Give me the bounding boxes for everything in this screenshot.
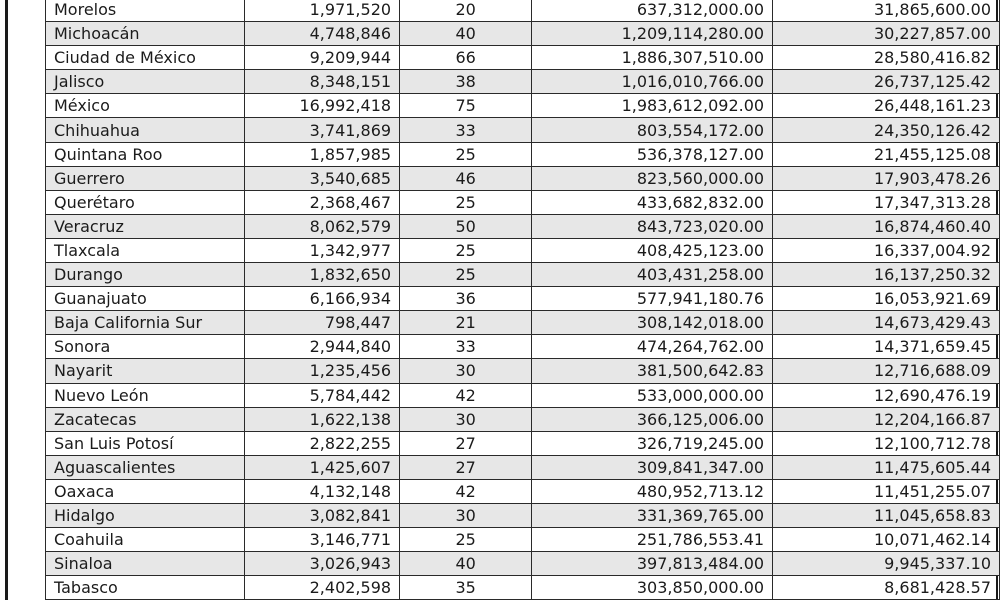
cell-seats: 35 bbox=[400, 576, 532, 600]
cell-population: 1,622,138 bbox=[245, 407, 400, 431]
cell-budget: 381,500,642.83 bbox=[532, 359, 773, 383]
cell-seats: 20 bbox=[400, 0, 532, 22]
cell-population: 4,132,148 bbox=[245, 479, 400, 503]
table-row bbox=[46, 287, 1000, 311]
cell-budget: 1,983,612,092.00 bbox=[532, 94, 773, 118]
cell-population: 9,209,944 bbox=[245, 46, 400, 70]
cell-seats: 50 bbox=[400, 214, 532, 238]
cell-per-seat: 21,455,125.08 bbox=[773, 142, 1000, 166]
cell-per-seat: 17,347,313.28 bbox=[773, 190, 1000, 214]
cell-seats: 25 bbox=[400, 190, 532, 214]
table-row bbox=[46, 0, 1000, 22]
table-row bbox=[46, 238, 1000, 262]
cell-budget: 637,312,000.00 bbox=[532, 0, 773, 22]
cell-seats: 25 bbox=[400, 263, 532, 287]
table-row bbox=[46, 431, 1000, 455]
cell-budget: 1,886,307,510.00 bbox=[532, 46, 773, 70]
cell-state: Nayarit bbox=[46, 359, 245, 383]
table-row bbox=[46, 214, 1000, 238]
cell-budget: 577,941,180.76 bbox=[532, 287, 773, 311]
cell-per-seat: 26,448,161.23 bbox=[773, 94, 1000, 118]
table-row bbox=[46, 335, 1000, 359]
cell-population: 2,822,255 bbox=[245, 431, 400, 455]
cell-state: Durango bbox=[46, 263, 245, 287]
cell-population: 1,425,607 bbox=[245, 455, 400, 479]
cell-state: San Luis Potosí bbox=[46, 431, 245, 455]
cell-seats: 42 bbox=[400, 479, 532, 503]
cell-budget: 303,850,000.00 bbox=[532, 576, 773, 600]
cell-state: Zacatecas bbox=[46, 407, 245, 431]
cell-state: Ciudad de México bbox=[46, 46, 245, 70]
cell-population: 2,944,840 bbox=[245, 335, 400, 359]
cell-population: 3,146,771 bbox=[245, 528, 400, 552]
cell-budget: 1,209,114,280.00 bbox=[532, 22, 773, 46]
cell-per-seat: 11,475,605.44 bbox=[773, 455, 1000, 479]
cell-state: Hidalgo bbox=[46, 503, 245, 527]
cell-seats: 27 bbox=[400, 431, 532, 455]
cell-population: 1,971,520 bbox=[245, 0, 400, 22]
cell-population: 1,235,456 bbox=[245, 359, 400, 383]
cell-population: 16,992,418 bbox=[245, 94, 400, 118]
cell-seats: 33 bbox=[400, 335, 532, 359]
cell-budget: 823,560,000.00 bbox=[532, 166, 773, 190]
cell-population: 1,832,650 bbox=[245, 263, 400, 287]
cell-population: 8,348,151 bbox=[245, 70, 400, 94]
cell-budget: 366,125,006.00 bbox=[532, 407, 773, 431]
cell-per-seat: 16,874,460.40 bbox=[773, 214, 1000, 238]
cell-population: 1,342,977 bbox=[245, 238, 400, 262]
cell-seats: 25 bbox=[400, 238, 532, 262]
cell-population: 8,062,579 bbox=[245, 214, 400, 238]
cell-population: 798,447 bbox=[245, 311, 400, 335]
cell-budget: 251,786,553.41 bbox=[532, 528, 773, 552]
table-row bbox=[46, 383, 1000, 407]
cell-population: 3,741,869 bbox=[245, 118, 400, 142]
cell-population: 4,748,846 bbox=[245, 22, 400, 46]
cell-seats: 42 bbox=[400, 383, 532, 407]
table-row bbox=[46, 94, 1000, 118]
cell-seats: 66 bbox=[400, 46, 532, 70]
cell-per-seat: 31,865,600.00 bbox=[773, 0, 1000, 22]
cell-state: Sonora bbox=[46, 335, 245, 359]
cell-budget: 331,369,765.00 bbox=[532, 503, 773, 527]
cell-state: Guerrero bbox=[46, 166, 245, 190]
cell-per-seat: 24,350,126.42 bbox=[773, 118, 1000, 142]
cell-state: Jalisco bbox=[46, 70, 245, 94]
table-row bbox=[46, 479, 1000, 503]
cell-per-seat: 9,945,337.10 bbox=[773, 552, 1000, 576]
cell-per-seat: 16,137,250.32 bbox=[773, 263, 1000, 287]
cell-state: Guanajuato bbox=[46, 287, 245, 311]
cell-state: Nuevo León bbox=[46, 383, 245, 407]
cell-state: Tlaxcala bbox=[46, 238, 245, 262]
cell-per-seat: 14,371,659.45 bbox=[773, 335, 1000, 359]
table-row bbox=[46, 311, 1000, 335]
cell-seats: 30 bbox=[400, 359, 532, 383]
table-row bbox=[46, 455, 1000, 479]
cell-state: Veracruz bbox=[46, 214, 245, 238]
cell-per-seat: 30,227,857.00 bbox=[773, 22, 1000, 46]
cell-state: Oaxaca bbox=[46, 479, 245, 503]
cell-per-seat: 16,337,004.92 bbox=[773, 238, 1000, 262]
cell-seats: 40 bbox=[400, 552, 532, 576]
cell-per-seat: 8,681,428.57 bbox=[773, 576, 1000, 600]
table-body bbox=[46, 0, 1000, 600]
cell-budget: 536,378,127.00 bbox=[532, 142, 773, 166]
cell-state: Quintana Roo bbox=[46, 142, 245, 166]
cell-per-seat: 12,716,688.09 bbox=[773, 359, 1000, 383]
cell-per-seat: 16,053,921.69 bbox=[773, 287, 1000, 311]
table-row bbox=[46, 528, 1000, 552]
cell-per-seat: 11,451,255.07 bbox=[773, 479, 1000, 503]
cell-state: Querétaro bbox=[46, 190, 245, 214]
cell-budget: 408,425,123.00 bbox=[532, 238, 773, 262]
cell-seats: 38 bbox=[400, 70, 532, 94]
cell-per-seat: 26,737,125.42 bbox=[773, 70, 1000, 94]
cell-seats: 27 bbox=[400, 455, 532, 479]
cell-population: 3,540,685 bbox=[245, 166, 400, 190]
cell-budget: 533,000,000.00 bbox=[532, 383, 773, 407]
table-row bbox=[46, 263, 1000, 287]
cell-budget: 803,554,172.00 bbox=[532, 118, 773, 142]
table-row bbox=[46, 46, 1000, 70]
cell-per-seat: 12,100,712.78 bbox=[773, 431, 1000, 455]
cell-budget: 480,952,713.12 bbox=[532, 479, 773, 503]
cell-state: Coahuila bbox=[46, 528, 245, 552]
cell-state: Baja California Sur bbox=[46, 311, 245, 335]
cell-budget: 403,431,258.00 bbox=[532, 263, 773, 287]
cell-seats: 25 bbox=[400, 528, 532, 552]
cell-state: Sinaloa bbox=[46, 552, 245, 576]
cell-population: 3,082,841 bbox=[245, 503, 400, 527]
cell-population: 6,166,934 bbox=[245, 287, 400, 311]
cell-state: México bbox=[46, 94, 245, 118]
cell-seats: 25 bbox=[400, 142, 532, 166]
table-row bbox=[46, 22, 1000, 46]
data-table bbox=[45, 0, 1000, 600]
table-row bbox=[46, 552, 1000, 576]
cell-per-seat: 17,903,478.26 bbox=[773, 166, 1000, 190]
cell-seats: 30 bbox=[400, 503, 532, 527]
cell-per-seat: 11,045,658.83 bbox=[773, 503, 1000, 527]
cell-budget: 326,719,245.00 bbox=[532, 431, 773, 455]
table-row bbox=[46, 576, 1000, 600]
cell-per-seat: 14,673,429.43 bbox=[773, 311, 1000, 335]
cell-population: 5,784,442 bbox=[245, 383, 400, 407]
cell-seats: 21 bbox=[400, 311, 532, 335]
cell-budget: 397,813,484.00 bbox=[532, 552, 773, 576]
cell-state: Chihuahua bbox=[46, 118, 245, 142]
table-row bbox=[46, 503, 1000, 527]
cell-per-seat: 10,071,462.14 bbox=[773, 528, 1000, 552]
cell-seats: 75 bbox=[400, 94, 532, 118]
cell-seats: 40 bbox=[400, 22, 532, 46]
cell-budget: 474,264,762.00 bbox=[532, 335, 773, 359]
cell-budget: 843,723,020.00 bbox=[532, 214, 773, 238]
cell-per-seat: 28,580,416.82 bbox=[773, 46, 1000, 70]
table-row bbox=[46, 359, 1000, 383]
table-row bbox=[46, 142, 1000, 166]
cell-seats: 46 bbox=[400, 166, 532, 190]
table-row bbox=[46, 70, 1000, 94]
cell-seats: 30 bbox=[400, 407, 532, 431]
table-row bbox=[46, 118, 1000, 142]
cell-state: Tabasco bbox=[46, 576, 245, 600]
cell-state: Morelos bbox=[46, 0, 245, 22]
cell-seats: 33 bbox=[400, 118, 532, 142]
cell-population: 1,857,985 bbox=[245, 142, 400, 166]
table-row bbox=[46, 166, 1000, 190]
table-row bbox=[46, 190, 1000, 214]
cell-population: 3,026,943 bbox=[245, 552, 400, 576]
cell-per-seat: 12,690,476.19 bbox=[773, 383, 1000, 407]
cell-population: 2,402,598 bbox=[245, 576, 400, 600]
cell-seats: 36 bbox=[400, 287, 532, 311]
cell-state: Michoacán bbox=[46, 22, 245, 46]
cell-state: Aguascalientes bbox=[46, 455, 245, 479]
cell-per-seat: 12,204,166.87 bbox=[773, 407, 1000, 431]
cell-population: 2,368,467 bbox=[245, 190, 400, 214]
table-row bbox=[46, 407, 1000, 431]
cell-budget: 308,142,018.00 bbox=[532, 311, 773, 335]
cell-budget: 309,841,347.00 bbox=[532, 455, 773, 479]
cell-budget: 1,016,010,766.00 bbox=[532, 70, 773, 94]
cell-budget: 433,682,832.00 bbox=[532, 190, 773, 214]
